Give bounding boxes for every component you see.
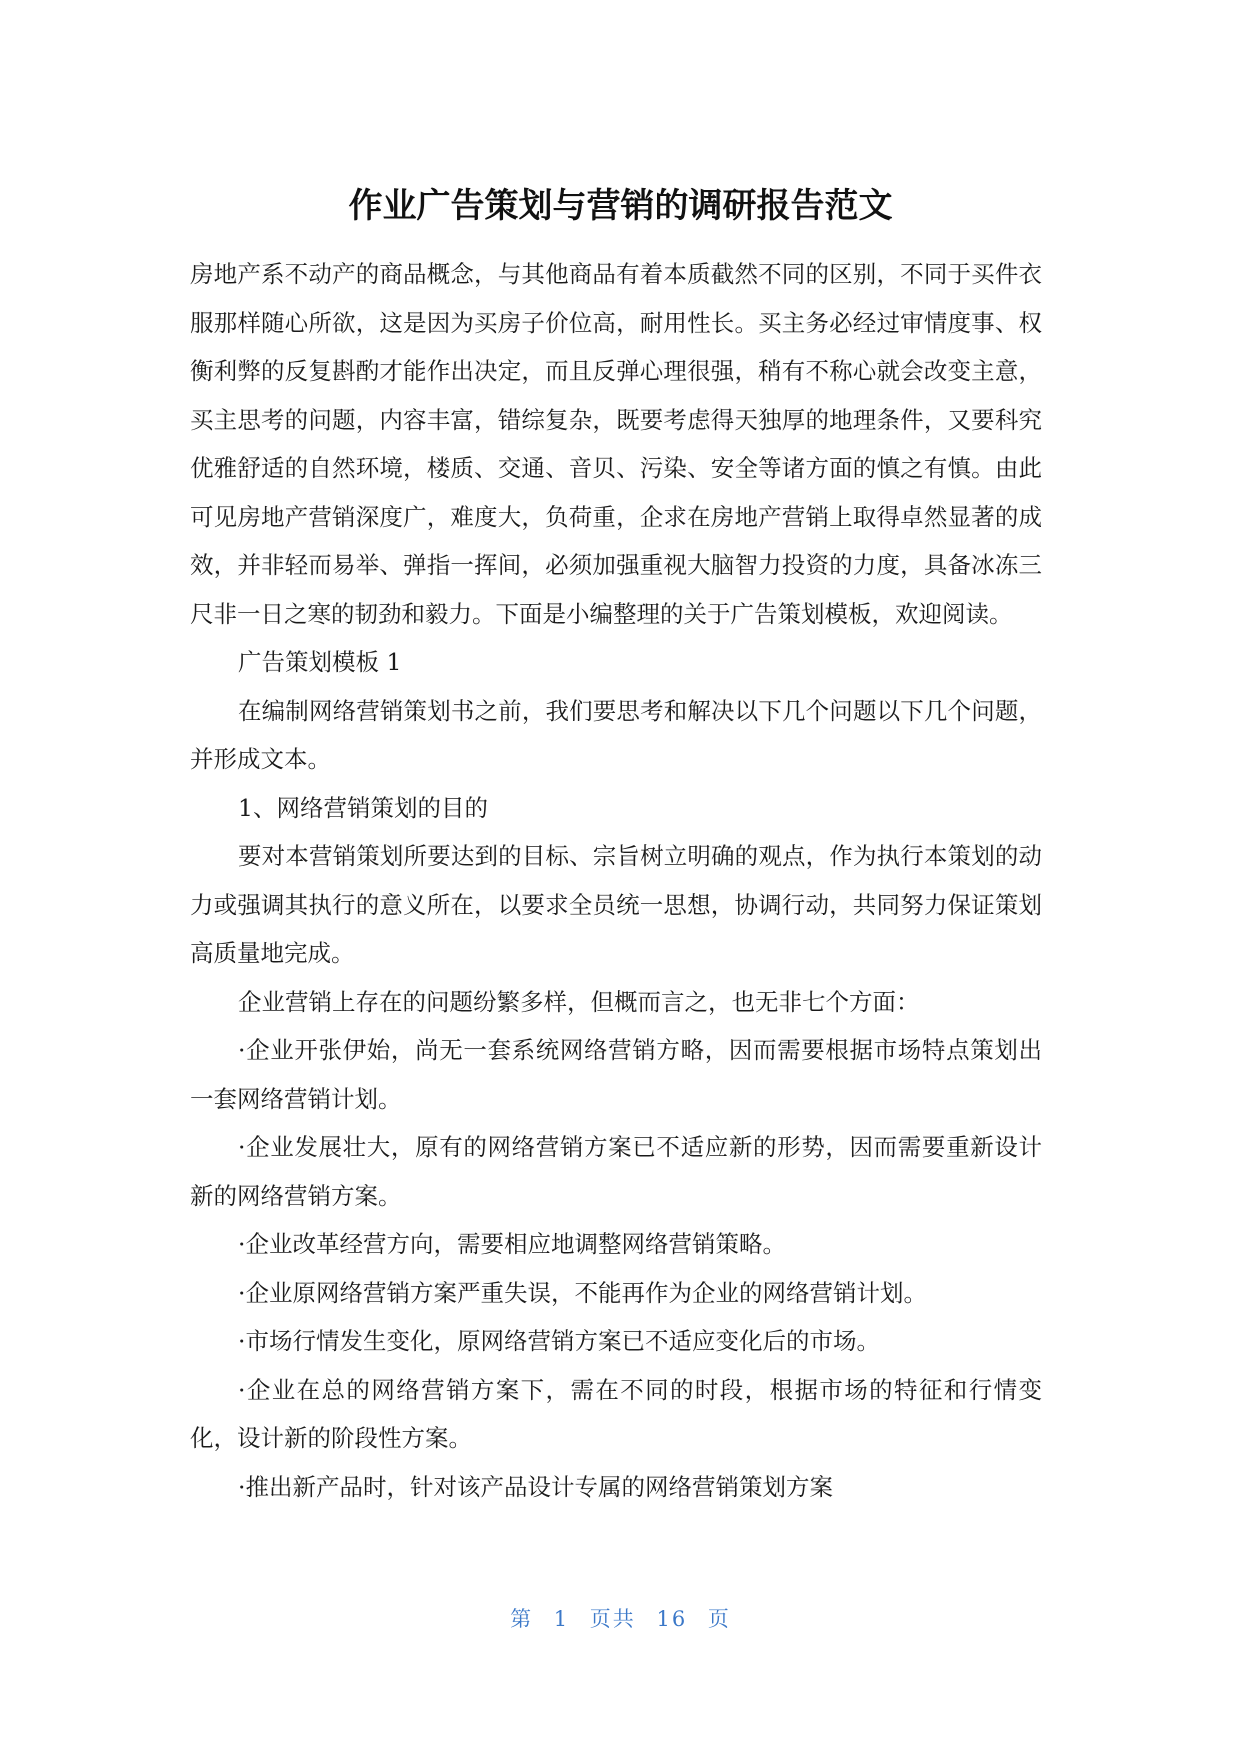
bullet-item: ·企业在总的网络营销方案下，需在不同的时段，根据市场的特征和行情变化，设计新的阶段性方案。 xyxy=(190,1375,1042,1452)
bullet-item: ·企业改革经营方向，需要相应地调整网络营销策略。 xyxy=(238,1230,786,1258)
document-body xyxy=(190,250,1042,1511)
paragraph: 在编制网络营销策划书之前，我们要思考和解决以下几个问题以下几个问题，并形成文本。 xyxy=(190,696,1042,773)
section-heading-purpose: 1、网络营销策划的目的 xyxy=(238,793,488,822)
bullet-item: ·企业发展壮大，原有的网络营销方案已不适应新的形势，因而需要重新设计新的网络营销方案。 xyxy=(190,1133,1042,1210)
paragraph: 企业营销上存在的问题纷繁多样，但概而言之，也无非七个方面： xyxy=(238,987,920,1016)
bullet-item: ·推出新产品时，针对该产品设计专属的网络营销策划方案 xyxy=(238,1472,833,1501)
bullet-item: ·企业开张伊始，尚无一套系统网络营销方略，因而需要根据市场特点策划出一套网络营销计划。 xyxy=(190,1036,1042,1113)
page-number-footer: 第 1 页共 16 页 xyxy=(510,1607,731,1631)
bullet-item: ·市场行情发生变化，原网络营销方案已不适应变化后的市场。 xyxy=(238,1327,880,1355)
section-heading-template-1: 广告策划模板 1 xyxy=(238,648,402,676)
bullet-item: ·企业原网络营销方案严重失误，不能再作为企业的网络营销计划。 xyxy=(238,1278,927,1307)
document-title: 作业广告策划与营销的调研报告范文 xyxy=(348,186,893,226)
paragraph: 要对本营销策划所要达到的目标、宗旨树立明确的观点，作为执行本策划的动力或强调其执行的意义所在，以要求全员统一思想，协调行动，共同努力保证策划高质量地完成。 xyxy=(190,842,1042,967)
paragraph-intro: 房地产系不动产的商品概念，与其他商品有着本质截然不同的区别，不同于买件衣服那样随心所欲，这是因为买房子价位高，耐用性长。买主务必经过审情度事、权衡利弊的反复斟酌才能作出决定，而且反弹心理很强，稍有不称心就会改变主意，买主思考的问题，内容丰富，错综复杂，既要考虑得天独厚的地理条件，又要科究优雅舒适的自然环境，楼质、交通、音贝、污染、安全等诸方面的慎之有慎。由此可见房地产营销深度广，难度大，负荷重，企求在房地产营销上取得卓然显著的成效，并非轻而易举、弹指一挥间，必须加强重视大脑智力投资的力度，具备冰冻三尺非一日之寒的韧劲和毅力。下面是小编整理的关于广告策划模板，欢迎阅读。 xyxy=(190,260,1042,628)
